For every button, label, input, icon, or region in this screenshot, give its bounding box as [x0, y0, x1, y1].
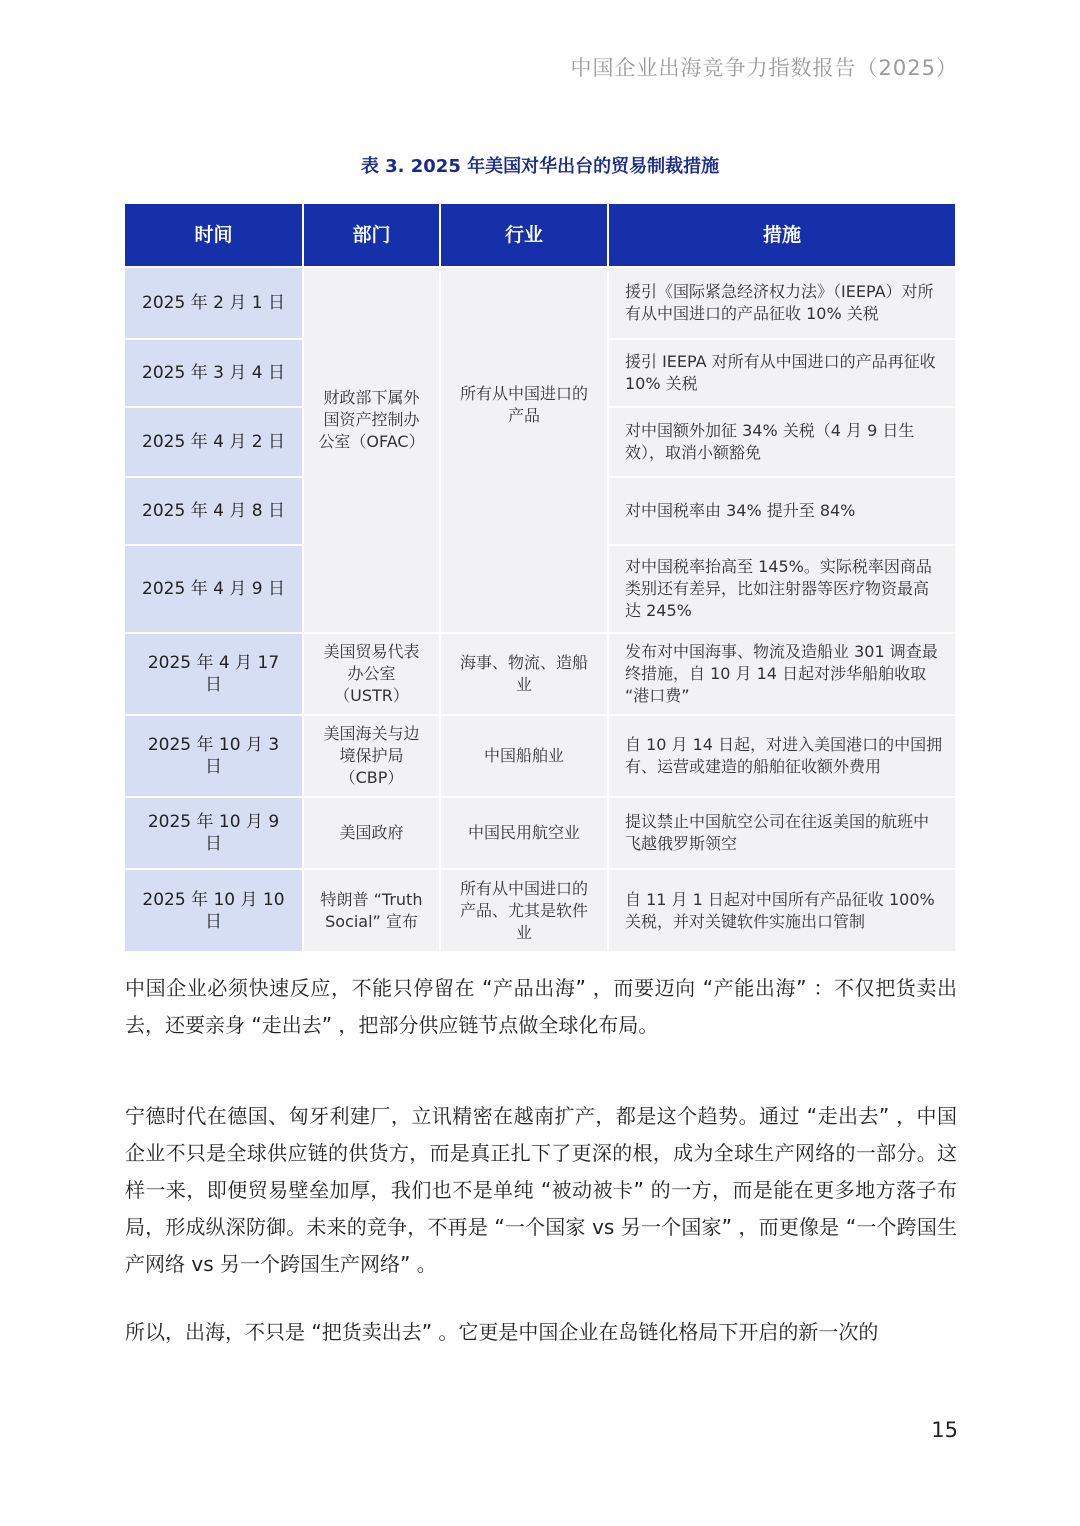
department-cell: 特朗普 “Truth Social” 宣布 — [303, 869, 440, 951]
measure-cell: 自 10 月 14 日起，对进入美国港口的中国拥有、运营或建造的船舶征收额外费用 — [608, 715, 955, 797]
measure-cell: 自 11 月 1 日起对中国所有产品征收 100% 关税，并对关键软件实施出口管制 — [608, 869, 955, 951]
table-caption: 表 3. 2025 年美国对华出台的贸易制裁措施 — [360, 156, 720, 177]
measure-cell: 发布对中国海事、物流及造船业 301 调查最终措施，自 10 月 14 日起对涉华船舶收取 “港口费” — [608, 633, 955, 715]
industry-cell: 所有从中国进口的产品、尤其是软件业 — [440, 869, 608, 951]
sanctions-table — [125, 204, 955, 951]
department-cell: 美国政府 — [303, 797, 440, 869]
date-cell: 2025 年 2 月 1 日 — [125, 267, 303, 339]
industry-cell: 海事、物流、造船业 — [440, 633, 608, 715]
date-cell: 2025 年 10 月 3 日 — [125, 715, 303, 797]
page-number: 15 — [931, 1418, 958, 1442]
table-row — [125, 267, 955, 339]
column-header-date: 时间 — [125, 204, 303, 267]
column-header-measure: 措施 — [608, 204, 955, 267]
date-cell: 2025 年 4 月 17 日 — [125, 633, 303, 715]
date-cell: 2025 年 4 月 8 日 — [125, 477, 303, 545]
department-cell: 美国海关与边境保护局（CBP） — [303, 715, 440, 797]
table-row — [125, 715, 955, 797]
column-header-industry: 行业 — [440, 204, 608, 267]
measure-cell: 提议禁止中国航空公司在往返美国的航班中飞越俄罗斯领空 — [608, 797, 955, 869]
body-paragraph-1: 中国企业必须快速反应，不能只停留在 “产品出海” ，而要迈向 “产能出海” ：不仅把货卖出去，还要亲身 “走出去” ，把部分供应链节点做全球化布局。 — [125, 976, 957, 1037]
date-cell: 2025 年 4 月 2 日 — [125, 407, 303, 477]
date-cell: 2025 年 4 月 9 日 — [125, 545, 303, 633]
body-paragraph-3: 所以，出海，不只是 “把货卖出去” 。它更是中国企业在岛链化格局下开启的新一次的 — [125, 1320, 879, 1344]
table-row — [125, 869, 955, 951]
date-cell: 2025 年 3 月 4 日 — [125, 339, 303, 407]
measure-cell: 对中国额外加征 34% 关税（4 月 9 日生效），取消小额豁免 — [608, 407, 955, 477]
date-cell: 2025 年 10 月 10 日 — [125, 869, 303, 951]
industry-cell: 中国民用航空业 — [440, 797, 608, 869]
department-cell: 美国贸易代表办公室（USTR） — [303, 633, 440, 715]
table-header-row — [125, 204, 955, 267]
table-row — [125, 633, 955, 715]
table-row — [125, 797, 955, 869]
running-header: 中国企业出海竞争力指数报告（2025） — [570, 56, 958, 80]
measure-cell: 援引《国际紧急经济权力法》（IEEPA）对所有从中国进口的产品征收 10% 关税 — [608, 267, 955, 339]
measure-cell: 援引 IEEPA 对所有从中国进口的产品再征收 10% 关税 — [608, 339, 955, 407]
industry-cell: 中国船舶业 — [440, 715, 608, 797]
column-header-department: 部门 — [303, 204, 440, 267]
measure-cell: 对中国税率抬高至 145%。实际税率因商品类别还有差异，比如注射器等医疗物资最高达 245% — [608, 545, 955, 633]
measure-cell: 对中国税率由 34% 提升至 84% — [608, 477, 955, 545]
date-cell: 2025 年 10 月 9 日 — [125, 797, 303, 869]
industry-cell-merged: 所有从中国进口的产品 — [440, 267, 608, 633]
body-paragraph-2: 宁德时代在德国、匈牙利建厂，立讯精密在越南扩产，都是这个趋势。通过 “走出去” ，中国企业不只是全球供应链的供货方，而是真正扎下了更深的根，成为全球生产网络的一部分。这样一来，即便贸易壁垒加厚，我们也不是单纯 “被动被卡” 的一方，而是能在更多地方落子布局，形成纵深防御。未来的竞争，不再是 “一个国家 vs 另一个国家” ，而更像是 “一个跨国生产网络 vs 另一个跨国生产网络” 。 — [125, 1104, 957, 1276]
department-cell-merged: 财政部下属外国资产控制办公室（OFAC） — [303, 267, 440, 633]
